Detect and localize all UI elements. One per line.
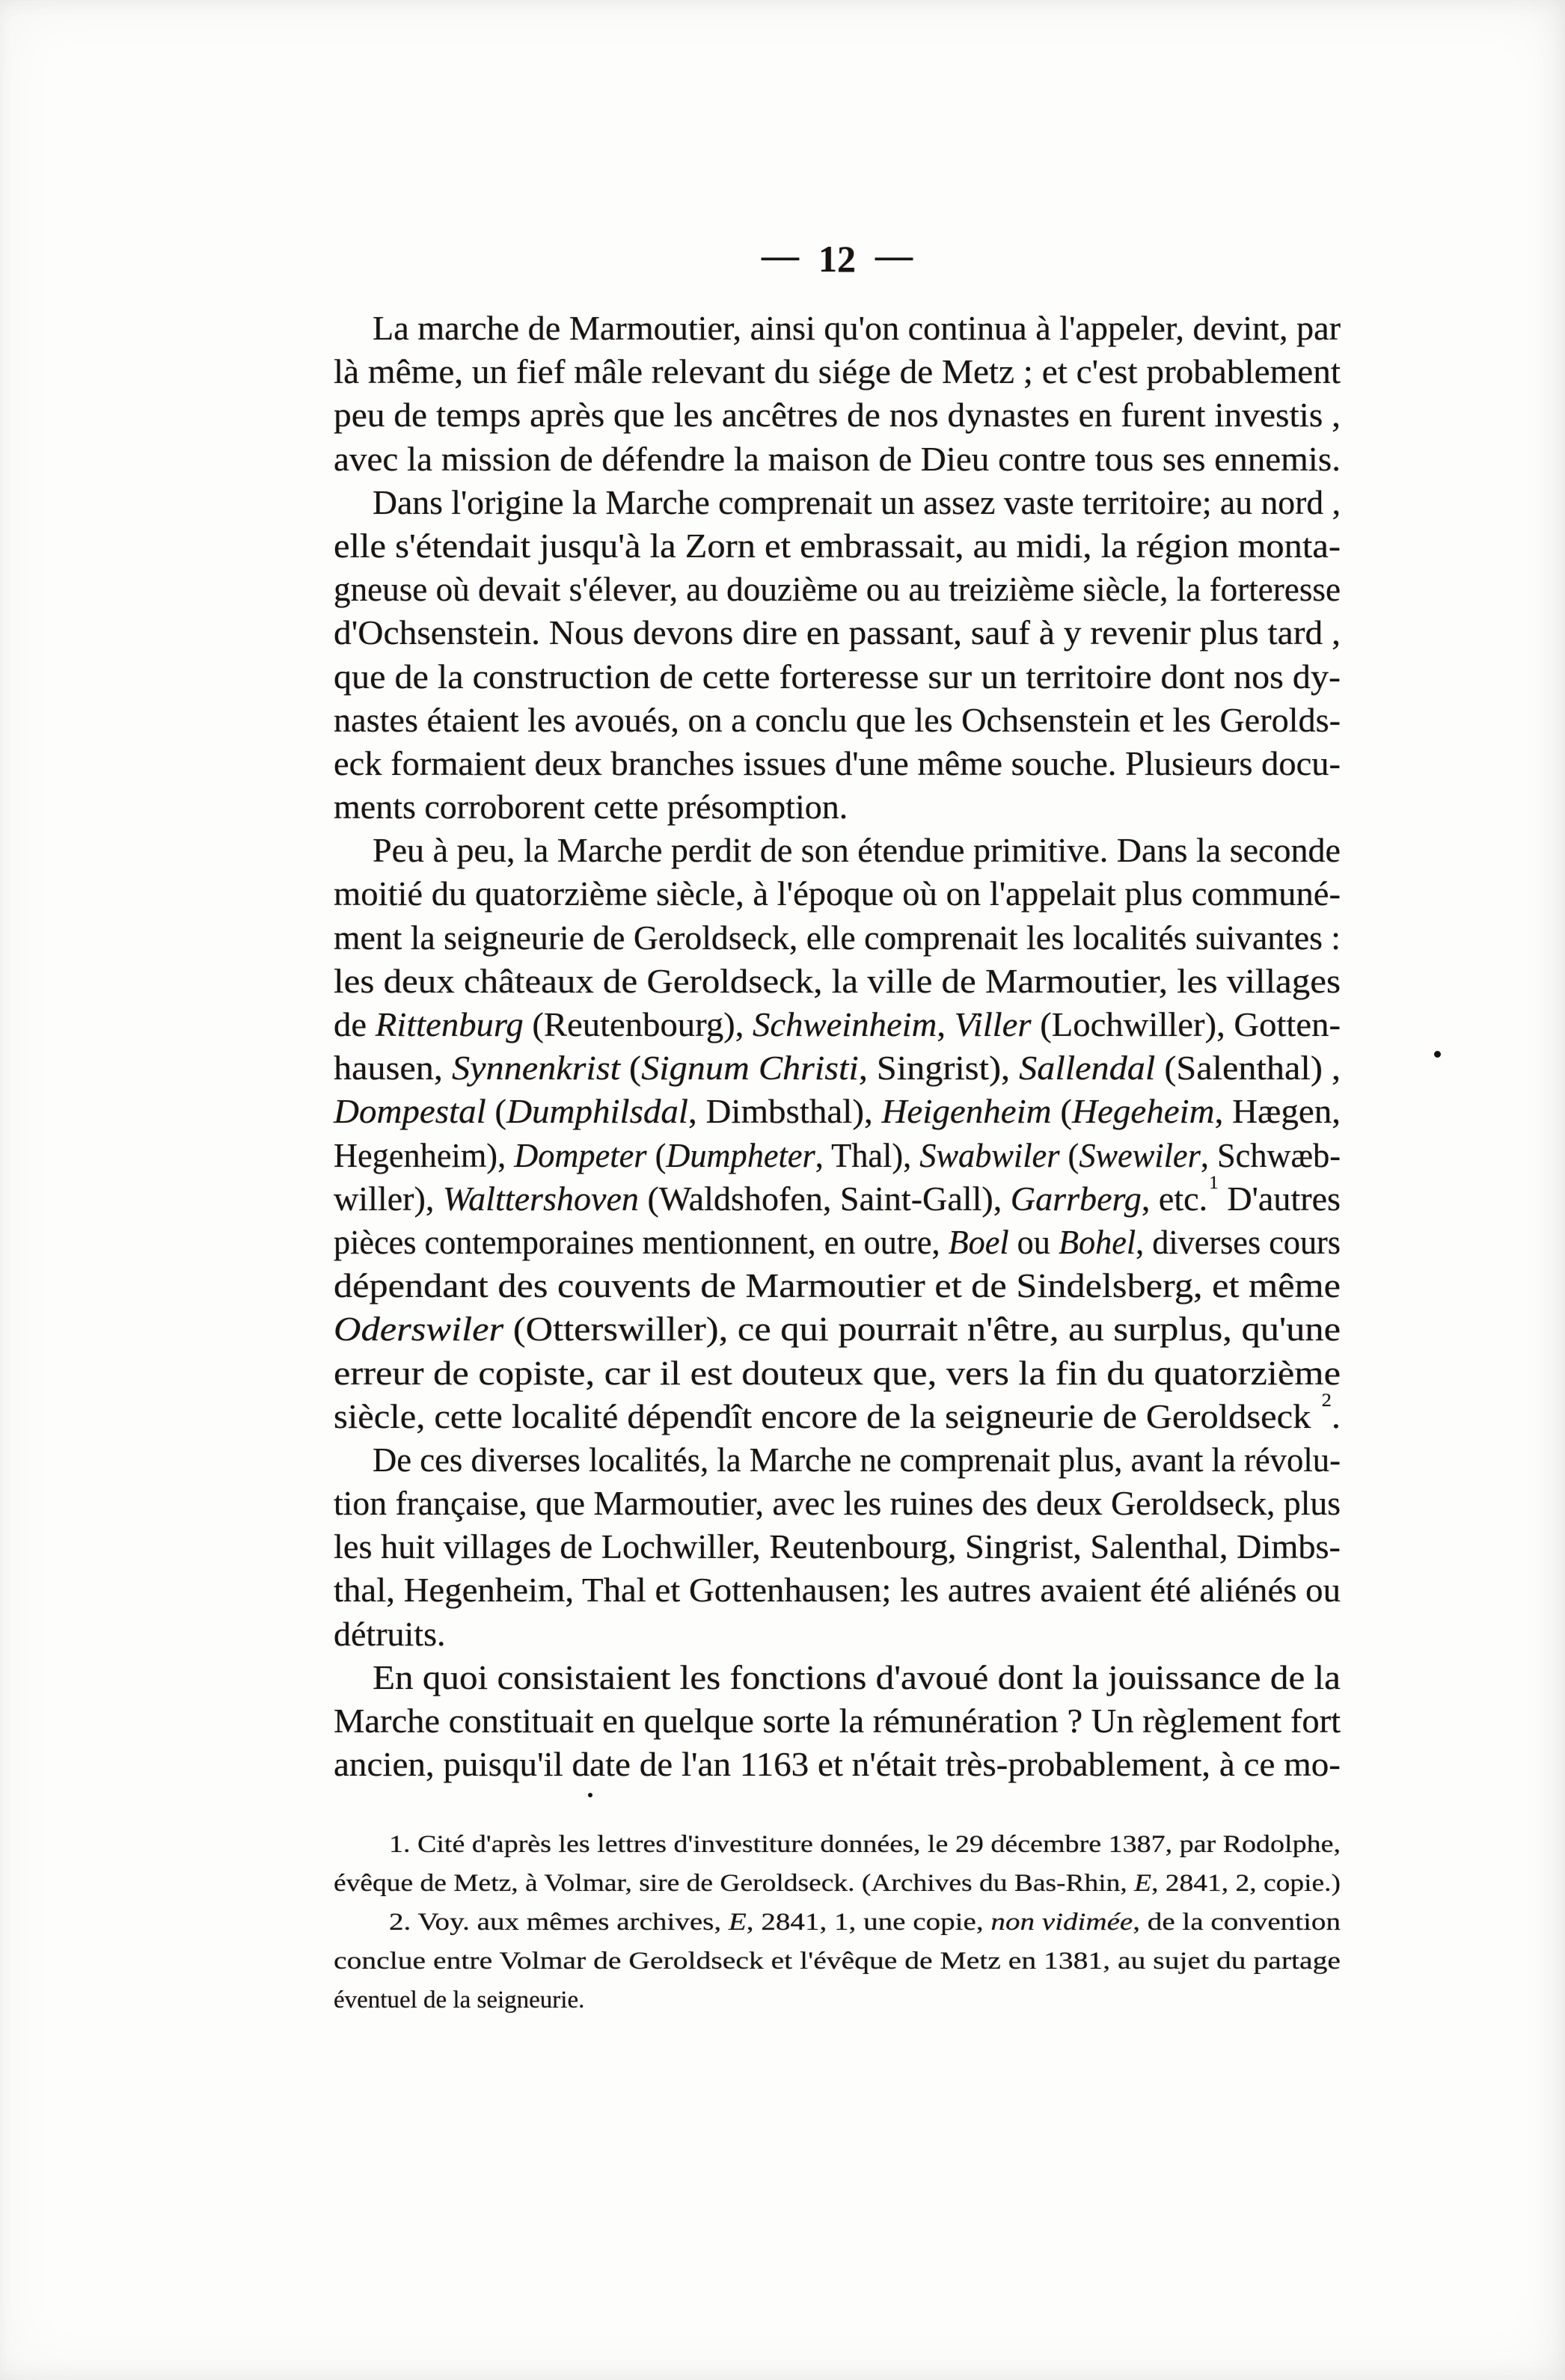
text-line: Oderswiler (Otterswiller), ce qui pourrait n'être, au surplus, qu'une [334, 1310, 1341, 1349]
text-line: moitié du quatorzième siècle, à l'époque où on l'appelait plus communé- [334, 874, 1341, 913]
text-line: elle s'étendait jusqu'à la Zorn et embrassait, au midi, la région monta- [334, 526, 1341, 565]
text-line: Marche constituait en quelque sorte la rémunération ? Un règlement fort [334, 1702, 1341, 1740]
text-line: de Rittenburg (Reutenbourg), Schweinheim, Viller (Lochwiller), Gotten- [334, 1005, 1341, 1043]
text-line: que de la construction de cette forteresse sur un territoire dont nos dy- [334, 657, 1341, 696]
paragraph [334, 829, 1341, 1438]
text-line: gneuse où devait s'élever, au douzième ou au treizième siècle, la forteresse [334, 570, 1341, 609]
text-line: De ces diverses localités, la Marche ne comprenait plus, avant la révolu- [373, 1440, 1341, 1479]
paragraph [334, 481, 1341, 829]
text-line: pièces contemporaines mentionnent, en outre, Boel ou Bohel, diverses cours [334, 1222, 1341, 1261]
text-line: Dompestal (Dumphilsdal, Dimbsthal), Heigenheim (Hegeheim, Hægen, [334, 1092, 1341, 1131]
ink-speck [1434, 1051, 1441, 1058]
text-line: thal, Hegenheim, Thal et Gottenhausen; les autres avaient été aliénés ou [334, 1571, 1341, 1610]
text-line: 2. Voy. aux mêmes archives, E, 2841, 1, une copie, non vidimée, de la convention [389, 1909, 1341, 1936]
text-line: Peu à peu, la Marche perdit de son étendue primitive. Dans la seconde [373, 831, 1341, 870]
footnotes-block [334, 1825, 1341, 2019]
text-line: détruits. [334, 1614, 446, 1653]
text-line: éventuel de la seigneurie. [334, 1987, 585, 2014]
paragraph [334, 1656, 1341, 1787]
body-text [334, 307, 1341, 1786]
text-line: dépendant des couvents de Marmoutier et de Sindelsberg, et même [334, 1266, 1341, 1305]
paragraph [334, 307, 1341, 481]
ink-speck [588, 1793, 592, 1797]
text-line: eck formaient deux branches issues d'une même souche. Plusieurs docu- [334, 743, 1341, 782]
text-line: erreur de copiste, car il est douteux que, vers la fin du quatorzième [334, 1353, 1341, 1392]
text-line: d'Ochsenstein. Nous devons dire en passant, sauf à y revenir plus tard , [334, 613, 1341, 652]
header-right-dash: — [875, 234, 913, 276]
text-line: 1. Cité d'après les lettres d'investiture données, le 29 décembre 1387, par Rodolphe, [389, 1831, 1341, 1858]
text-line: nastes étaient les avoués, on a conclu que les Ochsenstein et les Gerolds- [334, 700, 1341, 739]
text-line: ancien, puisqu'il date de l'an 1163 et n'était très-probablement, à ce mo- [334, 1745, 1341, 1784]
text-line: avec la mission de défendre la maison de Dieu contre tous ses ennemis. [334, 439, 1341, 478]
text-line: conclue entre Volmar de Geroldseck et l'évêque de Metz en 1381, au sujet du partage [334, 1948, 1341, 1975]
text-line: tion française, que Marmoutier, avec les ruines des deux Geroldseck, plus [334, 1484, 1341, 1523]
text-line: ment la seigneurie de Geroldseck, elle comprenait les localités suivantes : [334, 918, 1341, 957]
text-line: peu de temps après que les ancêtres de nos dynastes en furent investis , [334, 396, 1341, 435]
text-line: les deux châteaux de Geroldseck, la ville de Marmoutier, les villages [334, 961, 1341, 1000]
page-number-value: 12 [818, 238, 856, 280]
text-line: ments corroborent cette présomption. [334, 788, 848, 826]
text-line: les huit villages de Lochwiller, Reutenbourg, Singrist, Salenthal, Dimbs- [334, 1527, 1341, 1566]
text-line: La marche de Marmoutier, ainsi qu'on continua à l'appeler, devint, par [373, 309, 1341, 347]
text-line: Hegenheim), Dompeter (Dumpheter, Thal), Swabwiler (Swewiler, Schwæb- [334, 1135, 1341, 1174]
page-number [334, 234, 1341, 280]
text-line: siècle, cette localité dépendît encore de la seigneurie de Geroldseck $^2$. [334, 1389, 1341, 1435]
text-line: hausen, Synnenkrist (Signum Christi, Singrist), Sallendal (Salenthal) , [334, 1049, 1341, 1088]
header-left-dash: — [762, 234, 799, 276]
footnote [334, 1903, 1341, 2019]
text-line: Dans l'origine la Marche comprenait un assez vaste territoire; au nord , [373, 482, 1341, 521]
footnote [334, 1825, 1341, 1903]
text-line: là même, un fief mâle relevant du siége de Metz ; et c'est probablement [334, 352, 1341, 391]
text-line: willer), Walttershoven (Waldshofen, Saint-Gall), Garrberg, etc.$^1$ D'autres [334, 1171, 1341, 1218]
text-line: évêque de Metz, à Volmar, sire de Geroldseck. (Archives du Bas-Rhin, E, 2841, 2, copie.) [334, 1870, 1341, 1897]
text-line: En quoi consistaient les fonctions d'avoué dont la jouissance de la [373, 1657, 1341, 1696]
paragraph [334, 1438, 1341, 1656]
